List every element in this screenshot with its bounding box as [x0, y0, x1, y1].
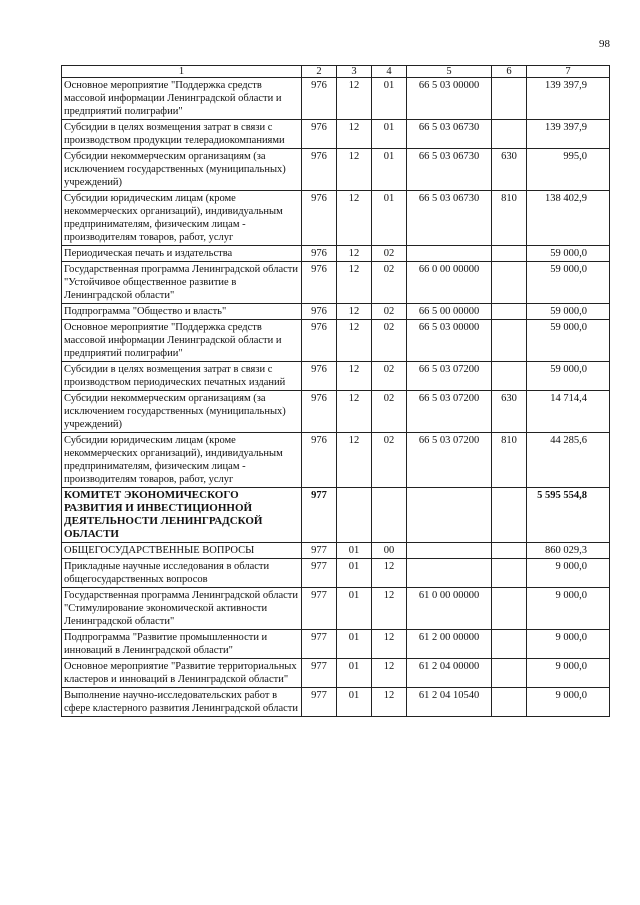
table-row: [62, 120, 610, 149]
row-name-cell: Субсидии некоммерческим организациям (за исключением государственных (муниципальных) учреждений): [62, 149, 302, 191]
gr-code-cell: 977: [302, 488, 337, 543]
subsection-cell: 12: [372, 659, 407, 688]
amount-cell: 14 714,4: [527, 391, 610, 433]
table-header-row: [62, 66, 610, 78]
column-header: 2: [302, 66, 337, 78]
target-article-cell: 66 5 03 07200: [407, 391, 492, 433]
table-row: [62, 588, 610, 630]
expense-type-cell: [492, 659, 527, 688]
target-article-cell: 61 2 04 10540: [407, 688, 492, 717]
target-article-cell: [407, 246, 492, 262]
row-name-cell: КОМИТЕТ ЭКОНОМИЧЕСКОГО РАЗВИТИЯ И ИНВЕСТИЦИОННОЙ ДЕЯТЕЛЬНОСТИ ЛЕНИНГРАДСКОЙ ОБЛАСТИ: [62, 488, 302, 543]
subsection-cell: 02: [372, 362, 407, 391]
row-name-cell: Субсидии в целях возмещения затрат в связи с производством продукции телерадиокомпаниями: [62, 120, 302, 149]
section-cell: 12: [337, 433, 372, 488]
section-cell: 12: [337, 149, 372, 191]
gr-code-cell: 976: [302, 78, 337, 120]
gr-code-cell: 976: [302, 362, 337, 391]
section-cell: 12: [337, 391, 372, 433]
amount-cell: 139 397,9: [527, 120, 610, 149]
amount-cell: 59 000,0: [527, 246, 610, 262]
row-name-cell: Субсидии в целях возмещения затрат в связи с производством периодических печатных изданий: [62, 362, 302, 391]
amount-cell: 9 000,0: [527, 630, 610, 659]
column-header: 4: [372, 66, 407, 78]
amount-cell: 9 000,0: [527, 688, 610, 717]
expense-type-cell: [492, 120, 527, 149]
column-header: 3: [337, 66, 372, 78]
amount-cell: 59 000,0: [527, 362, 610, 391]
amount-cell: 59 000,0: [527, 304, 610, 320]
table-row: [62, 362, 610, 391]
table-row: [62, 630, 610, 659]
row-name-cell: Основное мероприятие "Развитие территориальных кластеров и инноваций в Ленинградской области": [62, 659, 302, 688]
table-row: [62, 78, 610, 120]
target-article-cell: 66 5 03 06730: [407, 149, 492, 191]
expense-type-cell: 810: [492, 191, 527, 246]
gr-code-cell: 976: [302, 304, 337, 320]
expense-type-cell: [492, 362, 527, 391]
row-name-cell: Выполнение научно-исследовательских работ в сфере кластерного развития Ленинградской области: [62, 688, 302, 717]
section-cell: 01: [337, 588, 372, 630]
gr-code-cell: 976: [302, 262, 337, 304]
row-name-cell: Субсидии некоммерческим организациям (за исключением государственных (муниципальных) учреждений): [62, 391, 302, 433]
target-article-cell: 66 5 03 06730: [407, 191, 492, 246]
target-article-cell: 61 2 04 00000: [407, 659, 492, 688]
gr-code-cell: 976: [302, 120, 337, 149]
target-article-cell: 66 5 03 00000: [407, 78, 492, 120]
gr-code-cell: 977: [302, 588, 337, 630]
target-article-cell: 66 5 03 00000: [407, 320, 492, 362]
expense-type-cell: [492, 304, 527, 320]
expense-type-cell: [492, 543, 527, 559]
gr-code-cell: 976: [302, 149, 337, 191]
page-number: 98: [599, 38, 610, 50]
expense-type-cell: [492, 320, 527, 362]
target-article-cell: 66 0 00 00000: [407, 262, 492, 304]
subsection-cell: 12: [372, 688, 407, 717]
row-name-cell: Основное мероприятие "Поддержка средств массовой информации Ленинградской области и предприятий полиграфии": [62, 78, 302, 120]
subsection-cell: 02: [372, 433, 407, 488]
row-name-cell: Периодическая печать и издательства: [62, 246, 302, 262]
row-name-cell: Субсидии юридическим лицам (кроме некоммерческих организаций), индивидуальным предпринимателям, физическим лицам - производителям товаров, работ, услуг: [62, 191, 302, 246]
table-row: [62, 149, 610, 191]
gr-code-cell: 976: [302, 246, 337, 262]
table-row: [62, 262, 610, 304]
amount-cell: 44 285,6: [527, 433, 610, 488]
expense-type-cell: [492, 246, 527, 262]
amount-cell: 139 397,9: [527, 78, 610, 120]
budget-table: [61, 65, 610, 717]
section-cell: 12: [337, 304, 372, 320]
expense-type-cell: 630: [492, 149, 527, 191]
section-cell: [337, 488, 372, 543]
row-name-cell: Подпрограмма "Развитие промышленности и инноваций в Ленинградской области": [62, 630, 302, 659]
expense-type-cell: [492, 488, 527, 543]
section-cell: 01: [337, 630, 372, 659]
target-article-cell: 61 2 00 00000: [407, 630, 492, 659]
expense-type-cell: 810: [492, 433, 527, 488]
section-cell: 01: [337, 659, 372, 688]
subsection-cell: 01: [372, 120, 407, 149]
row-name-cell: Подпрограмма "Общество и власть": [62, 304, 302, 320]
amount-cell: 995,0: [527, 149, 610, 191]
section-cell: 01: [337, 543, 372, 559]
row-name-cell: Государственная программа Ленинградской области "Устойчивое общественное развитие в Ленинградской области": [62, 262, 302, 304]
gr-code-cell: 976: [302, 320, 337, 362]
section-cell: 12: [337, 362, 372, 391]
target-article-cell: 66 5 03 07200: [407, 433, 492, 488]
subsection-cell: [372, 488, 407, 543]
subsection-cell: 02: [372, 304, 407, 320]
subsection-cell: 01: [372, 191, 407, 246]
column-header: 7: [527, 66, 610, 78]
expense-type-cell: 630: [492, 391, 527, 433]
target-article-cell: [407, 543, 492, 559]
amount-cell: 59 000,0: [527, 320, 610, 362]
subsection-cell: 12: [372, 559, 407, 588]
section-cell: 12: [337, 120, 372, 149]
row-name-cell: Основное мероприятие "Поддержка средств массовой информации Ленинградской области и предприятий полиграфии": [62, 320, 302, 362]
row-name-cell: Субсидии юридическим лицам (кроме некоммерческих организаций), индивидуальным предпринимателям, физическим лицам - производителям товаров, работ, услуг: [62, 433, 302, 488]
subsection-cell: 02: [372, 262, 407, 304]
subsection-cell: 01: [372, 149, 407, 191]
expense-type-cell: [492, 559, 527, 588]
target-article-cell: [407, 488, 492, 543]
section-cell: 12: [337, 191, 372, 246]
table-row: [62, 246, 610, 262]
section-cell: 12: [337, 246, 372, 262]
amount-cell: 860 029,3: [527, 543, 610, 559]
gr-code-cell: 976: [302, 433, 337, 488]
amount-cell: 9 000,0: [527, 659, 610, 688]
subsection-cell: 12: [372, 588, 407, 630]
row-name-cell: Государственная программа Ленинградской области "Стимулирование экономической активности Ленинградской области": [62, 588, 302, 630]
gr-code-cell: 976: [302, 191, 337, 246]
amount-cell: 5 595 554,8: [527, 488, 610, 543]
expense-type-cell: [492, 78, 527, 120]
column-header: 5: [407, 66, 492, 78]
gr-code-cell: 977: [302, 559, 337, 588]
amount-cell: 59 000,0: [527, 262, 610, 304]
table-row: [62, 688, 610, 717]
column-header: 6: [492, 66, 527, 78]
gr-code-cell: 977: [302, 630, 337, 659]
amount-cell: 138 402,9: [527, 191, 610, 246]
table-row: [62, 559, 610, 588]
amount-cell: 9 000,0: [527, 588, 610, 630]
section-cell: 12: [337, 78, 372, 120]
table-row: [62, 391, 610, 433]
gr-code-cell: 977: [302, 659, 337, 688]
row-name-cell: ОБЩЕГОСУДАРСТВЕННЫЕ ВОПРОСЫ: [62, 543, 302, 559]
table-row: [62, 488, 610, 543]
target-article-cell: 66 5 03 06730: [407, 120, 492, 149]
section-cell: 12: [337, 262, 372, 304]
expense-type-cell: [492, 588, 527, 630]
gr-code-cell: 977: [302, 543, 337, 559]
gr-code-cell: 976: [302, 391, 337, 433]
subsection-cell: 01: [372, 78, 407, 120]
amount-cell: 9 000,0: [527, 559, 610, 588]
row-name-cell: Прикладные научные исследования в области общегосударственных вопросов: [62, 559, 302, 588]
table-row: [62, 320, 610, 362]
section-cell: 01: [337, 688, 372, 717]
table-row: [62, 659, 610, 688]
section-cell: 01: [337, 559, 372, 588]
target-article-cell: 61 0 00 00000: [407, 588, 492, 630]
table-row: [62, 304, 610, 320]
subsection-cell: 00: [372, 543, 407, 559]
target-article-cell: 66 5 00 00000: [407, 304, 492, 320]
subsection-cell: 02: [372, 391, 407, 433]
section-cell: 12: [337, 320, 372, 362]
target-article-cell: [407, 559, 492, 588]
table-row: [62, 543, 610, 559]
table-row: [62, 433, 610, 488]
expense-type-cell: [492, 630, 527, 659]
table-row: [62, 191, 610, 246]
expense-type-cell: [492, 262, 527, 304]
expense-type-cell: [492, 688, 527, 717]
column-header: 1: [62, 66, 302, 78]
subsection-cell: 02: [372, 320, 407, 362]
gr-code-cell: 977: [302, 688, 337, 717]
target-article-cell: 66 5 03 07200: [407, 362, 492, 391]
subsection-cell: 02: [372, 246, 407, 262]
subsection-cell: 12: [372, 630, 407, 659]
